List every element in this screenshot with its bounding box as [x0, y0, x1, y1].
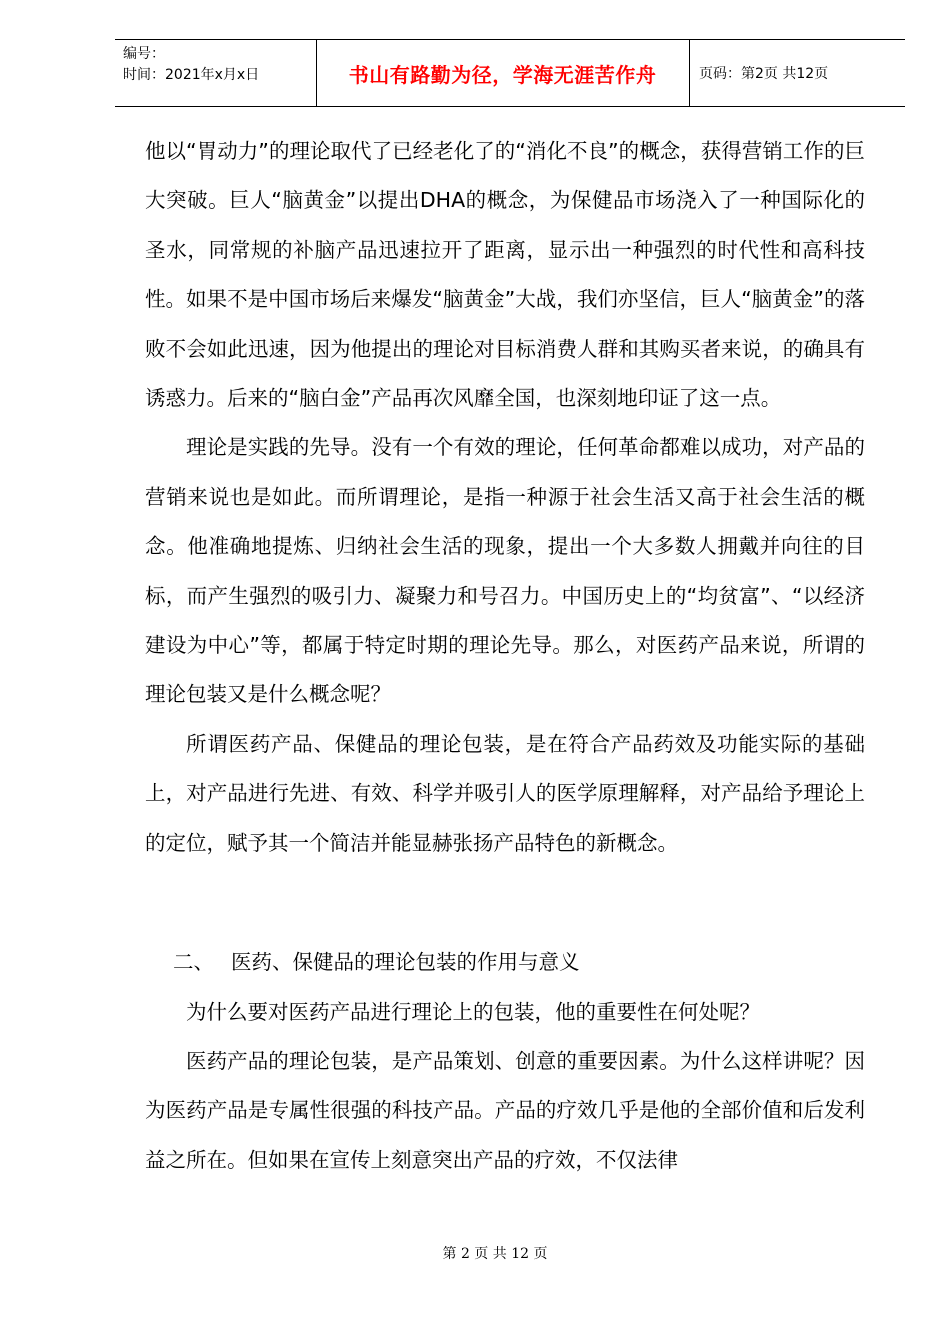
paragraph: 为什么要对医药产品进行理论上的包装，他的重要性在何处呢？	[186, 999, 760, 1024]
paragraph: 所谓医药产品、保健品的理论包装，是在符合产品药效及功能实际的基础上，对产品进行先进、有效、科学并吸引人的医学原理解释，对产品给予理论上的定位，赋予其一个简洁并能显赫张扬产品特色的新概念。	[145, 731, 865, 855]
serial-label: 编号：	[123, 46, 165, 62]
header-motto: 书山有路勤为径，学海无涯苦作舟	[348, 62, 657, 87]
paragraph: 理论是实践的先导。没有一个有效的理论，任何革命都难以成功，对产品的营销来说也是如此。而所谓理论，是指一种源于社会生活又高于社会生活的概念。他准确地提炼、归纳社会生活的现象，提出一个大多数人拥戴并向往的目标，而产生强烈的吸引力、凝聚力和号召力。中国历史上的“均贫富”、“以经济建设为中心”等，都属于特定时期的理论先导。那么，对医药产品来说，所谓的理论包装又是什么概念呢？	[145, 435, 865, 707]
page-header	[115, 39, 905, 107]
page-footer: 第 2 页 共 12 页	[442, 1246, 548, 1262]
section-number: 二、	[173, 950, 214, 975]
header-divider	[689, 40, 690, 106]
section-heading	[145, 938, 865, 987]
spacer	[145, 868, 865, 938]
paragraph: 医药产品的理论包装，是产品策划、创意的重要因素。为什么这样讲呢？因为医药产品是专属性很强的科技产品。产品的疗效几乎是他的全部价值和后发利益之所在。但如果在宣传上刻意突出产品的疗效，不仅法律	[145, 1048, 865, 1172]
header-page-info: 页码：第2页 共12页	[699, 66, 829, 82]
document-body	[145, 127, 865, 1185]
paragraph: 他以“胃动力”的理论取代了已经老化了的“消化不良”的概念，获得营销工作的巨大突破。巨人“脑黄金”以提出DHA的概念，为保健品市场浇入了一种国际化的圣水，同常规的补脑产品迅速拉开了距离，显示出一种强烈的时代性和高科技性。如果不是中国市场后来爆发“脑黄金”大战，我们亦坚信，巨人“脑黄金”的落败不会如此迅速，因为他提出的理论对目标消费人群和其购买者来说，的确具有诱惑力。后来的“脑白金”产品再次风靡全国，也深刻地印证了这一点。	[145, 139, 865, 411]
time-label: 时间：2021年x月x日	[123, 67, 260, 83]
section-title: 医药、保健品的理论包装的作用与意义	[231, 950, 580, 975]
header-meta	[123, 44, 259, 86]
